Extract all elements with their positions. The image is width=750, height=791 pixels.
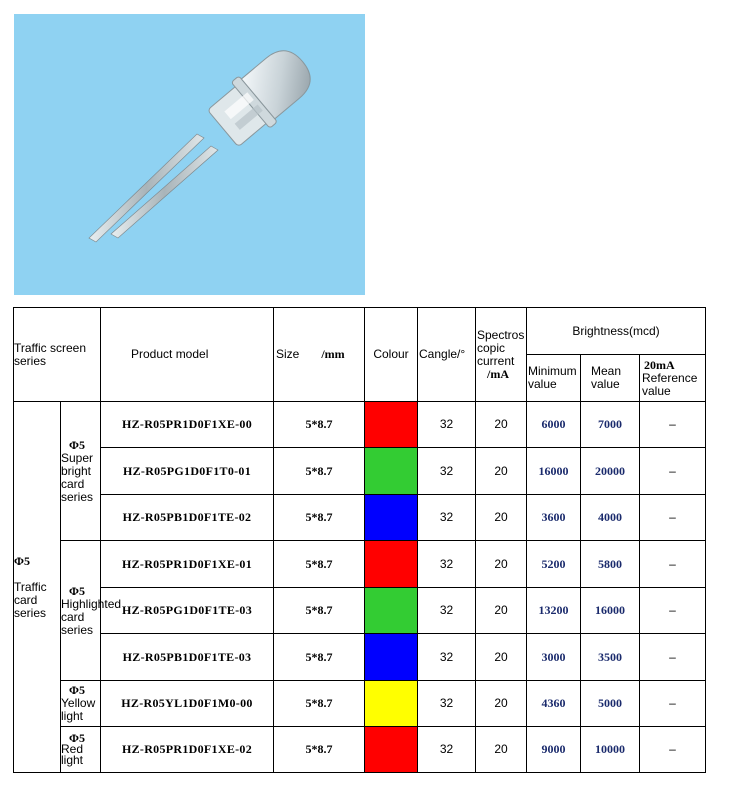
min-value-cell: 4360 xyxy=(527,681,581,727)
colour-swatch xyxy=(365,634,418,681)
angle-cell: 32 xyxy=(418,541,476,588)
colour-fill xyxy=(365,727,417,772)
angle-cell: 32 xyxy=(418,634,476,681)
header-size xyxy=(274,308,365,402)
min-value-cell: 13200 xyxy=(527,588,581,634)
header-ref-label: Reference value xyxy=(642,370,698,398)
model-cell: HZ-R05PG1D0F1T0-01 xyxy=(101,448,274,495)
size-cell: 5*8.7 xyxy=(274,495,365,541)
angle-cell: 32 xyxy=(418,727,476,773)
table-row xyxy=(14,681,706,727)
ref-value-cell: – xyxy=(640,495,706,541)
min-value-cell: 3000 xyxy=(527,634,581,681)
model-cell: HZ-R05YL1D0F1M0-00 xyxy=(101,681,274,727)
model-cell: HZ-R05PB1D0F1TE-02 xyxy=(101,495,274,541)
super-series-symbol: Φ5 xyxy=(69,437,85,452)
header-min-value: Minimum value xyxy=(527,355,581,402)
colour-swatch xyxy=(365,541,418,588)
current-cell: 20 xyxy=(476,588,527,634)
led-product-photo xyxy=(14,14,365,295)
angle-cell: 32 xyxy=(418,681,476,727)
min-value-cell: 6000 xyxy=(527,402,581,448)
model-cell: HZ-R05PG1D0F1TE-03 xyxy=(101,588,274,634)
size-cell: 5*8.7 xyxy=(274,588,365,634)
current-cell: 20 xyxy=(476,541,527,588)
size-cell: 5*8.7 xyxy=(274,402,365,448)
angle-cell: 32 xyxy=(418,402,476,448)
angle-cell: 32 xyxy=(418,495,476,541)
table-row xyxy=(14,727,706,773)
mean-value-cell: 3500 xyxy=(581,634,640,681)
yellow-series-symbol: Φ5 xyxy=(69,683,85,697)
ref-value-cell: – xyxy=(640,588,706,634)
mean-value-cell: 16000 xyxy=(581,588,640,634)
mean-value-cell: 4000 xyxy=(581,495,640,541)
current-cell: 20 xyxy=(476,681,527,727)
header-size-unit: /mm xyxy=(321,347,345,361)
red-series-symbol: Φ5 xyxy=(69,731,85,745)
header-angle: Cangle/° xyxy=(418,308,476,402)
mean-value-cell: 10000 xyxy=(581,727,640,773)
high-series-symbol: Φ5 xyxy=(69,583,85,598)
min-value-cell: 16000 xyxy=(527,448,581,495)
ref-value-cell: – xyxy=(640,681,706,727)
colour-fill xyxy=(365,402,417,447)
ref-value-cell: – xyxy=(640,634,706,681)
header-brightness: Brightness(mcd) xyxy=(527,308,706,355)
header-traffic-series: Traffic screen series xyxy=(14,308,101,402)
mean-value-cell: 20000 xyxy=(581,448,640,495)
header-product-model: Product model xyxy=(101,308,274,402)
colour-fill xyxy=(365,541,417,587)
angle-cell: 32 xyxy=(418,588,476,634)
table-row xyxy=(14,541,706,588)
colour-fill xyxy=(365,634,417,680)
size-cell: 5*8.7 xyxy=(274,681,365,727)
current-cell: 20 xyxy=(476,448,527,495)
colour-swatch xyxy=(365,681,418,727)
high-series-label: Highlighted card series xyxy=(61,596,122,637)
size-cell: 5*8.7 xyxy=(274,727,365,773)
table-row xyxy=(14,402,706,448)
main-series-cell xyxy=(14,402,61,773)
header-reference xyxy=(640,355,706,402)
table-row xyxy=(14,448,706,495)
model-cell: HZ-R05PR1D0F1XE-01 xyxy=(101,541,274,588)
ref-value-cell: – xyxy=(640,541,706,588)
angle-cell: 32 xyxy=(418,448,476,495)
led-illustration xyxy=(14,14,365,295)
min-value-cell: 9000 xyxy=(527,727,581,773)
colour-swatch xyxy=(365,448,418,495)
colour-fill xyxy=(365,681,417,726)
red-light-cell xyxy=(61,727,101,773)
model-cell: HZ-R05PR1D0F1XE-00 xyxy=(101,402,274,448)
highlighted-series-cell xyxy=(61,541,122,681)
current-cell: 20 xyxy=(476,727,527,773)
header-spectro-current xyxy=(476,308,527,402)
header-colour: Colour xyxy=(365,308,418,402)
current-cell: 20 xyxy=(476,634,527,681)
min-value-cell: 5200 xyxy=(527,541,581,588)
yellow-light-cell xyxy=(61,681,101,727)
table-row xyxy=(14,495,706,541)
mean-value-cell: 5800 xyxy=(581,541,640,588)
yellow-series-label: Yellow light xyxy=(61,696,96,723)
mean-value-cell: 5000 xyxy=(581,681,640,727)
ref-value-cell: – xyxy=(640,402,706,448)
red-series-label: Red light xyxy=(61,742,84,767)
size-cell: 5*8.7 xyxy=(274,541,365,588)
header-spectro-unit: /mA xyxy=(487,366,509,381)
mean-value-cell: 7000 xyxy=(581,402,640,448)
ref-value-cell: – xyxy=(640,448,706,495)
size-cell: 5*8.7 xyxy=(274,448,365,495)
header-mean-value: Mean value xyxy=(581,355,640,402)
header-size-label: Size xyxy=(276,347,300,361)
header-spectro-label: Spectros copic current xyxy=(477,327,525,368)
colour-swatch xyxy=(365,727,418,773)
colour-fill xyxy=(365,495,417,540)
header-ref-prefix: 20mA xyxy=(644,357,675,372)
super-series-label: Super bright card series xyxy=(61,450,94,504)
table-row xyxy=(14,588,706,634)
super-bright-series-cell xyxy=(61,402,101,541)
colour-fill xyxy=(365,448,417,494)
colour-swatch xyxy=(365,402,418,448)
model-cell: HZ-R05PR1D0F1XE-02 xyxy=(101,727,274,773)
model-cell: HZ-R05PB1D0F1TE-03 xyxy=(101,634,274,681)
main-series-symbol: Φ5 xyxy=(14,553,30,568)
colour-fill xyxy=(365,588,417,633)
colour-swatch xyxy=(365,495,418,541)
ref-value-cell: – xyxy=(640,727,706,773)
current-cell: 20 xyxy=(476,495,527,541)
size-cell: 5*8.7 xyxy=(274,634,365,681)
table-row xyxy=(14,634,706,681)
min-value-cell: 3600 xyxy=(527,495,581,541)
main-series-label: Traffic card series xyxy=(14,579,47,620)
colour-swatch xyxy=(365,588,418,634)
current-cell: 20 xyxy=(476,402,527,448)
led-spec-table xyxy=(13,307,706,773)
